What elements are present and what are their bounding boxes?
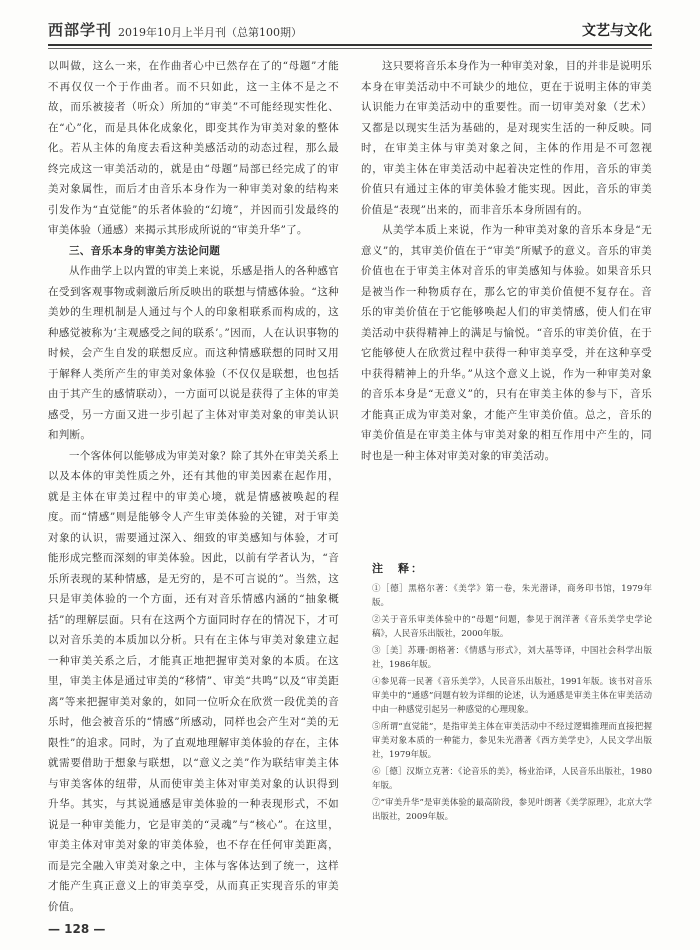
notes-list — [372, 582, 652, 824]
footnote-item: ⑥［德］汉斯立克著：《论音乐的美》，杨业治译，人民音乐出版社，1980年版。 — [372, 767, 652, 791]
section-heading: 三、音乐本身的审美方法论问题 — [69, 244, 221, 257]
page-number: — 128 — — [48, 922, 106, 936]
notes-title: 注 释： — [372, 562, 424, 575]
footnote-item: ⑤所谓“直觉能”，是指审美主体在审美活动中不经过逻辑推理而直接把握审美对象本质的一种能力，参见朱光潜著《西方美学史》，人民文学出版社，1979年版。 — [372, 722, 652, 760]
body-paragraph: 从美学本质上来说，作为一种审美对象的音乐本身是“无意义”的，其审美价值在于“审美”所赋予的意义。音乐的审美价值也在于审美主体对音乐的审美感知与体验。如果音乐只是被当作一种物质存在，那么它的审美价值便不复存在。音乐的审美价值在于它能够唤起人们的审美情感，使人们在审美活动中获得精神上的满足与愉悦。“音乐的审美价值，在于它能够使人在欣赏过程中获得一种审美享受，并在这种享受中获得精神上的升华。”从这个意义上说，作为一种审美对象的音乐本身是“无意义”的，只有在审美主体的参与下，音乐才能真正成为审美对象，才能产生审美价值。总之，音乐的审美价值是在审美主体与审美对象的相互作用中产生的，同时也是一种主体对审美对象的审美活动。 — [361, 224, 652, 462]
body-paragraph: 从作曲学上以内置的审美上来说，乐感是指人的各种感官在受到客观事物或刺激后所反映出的联想与情感体验。“这种美妙的生理机制是人通过与个人的印象相联系而构成的，这种感觉被称为‘主观感受之间的联系’。”因而，人在认识事物的时候，会产生自发的联想反应。而这种情感联想的同时又用于解释人类所产生的审美对象体验（不仅仅是联想，也包括由于其产生的感情联动），一方面可以说是获得了主体的审美感受，另一方面又进一步引起了主体对审美对象的审美认识和判断。 — [48, 265, 339, 441]
notes-section — [372, 560, 652, 827]
footnote-item: ⑦“审美升华”是审美体验的最高阶段，参见叶朗著《美学原理》，北京大学出版社，2009年版。 — [372, 798, 652, 822]
body-paragraph: 这只要将音乐本身作为一种审美对象，目的并非是说明乐本身在审美活动中不可缺少的地位，更在于说明主体的审美认识能力在审美活动中的重要性。而一切审美对象（艺术）又都是以现实生活为基础的，是对现实生活的一种反映。同时，在审美主体与审美对象之间，主体的作用是不可忽视的，审美主体在审美活动中起着决定性的作用，音乐的审美价值只有通过主体的审美体验才能实现。因此，音乐的审美价值是“表现”出来的，而非音乐本身所固有的。 — [361, 60, 652, 216]
header-left — [48, 19, 302, 44]
journal-name: 西部学刊 — [48, 21, 113, 39]
page-header — [48, 18, 652, 46]
footnote-item: ①［德］黑格尔著：《美学》第一卷，朱光潜译，商务印书馆，1979年版。 — [372, 584, 652, 608]
left-column — [48, 56, 339, 916]
footnote-item: ④参见蒋一民著《音乐美学》，人民音乐出版社，1991年版。该书对音乐审美中的“通感”问题有较为详细的论述，认为通感是审美主体在审美活动中由一种感觉引起另一种感觉的心理现象。 — [372, 677, 652, 715]
footnote-item: ②关于音乐审美体验中的“母题”问题，参见于润洋著《音乐美学史学论稿》，人民音乐出版社，2000年版。 — [372, 615, 652, 639]
column-name: 文艺与文化 — [582, 23, 652, 39]
right-column — [361, 56, 652, 546]
footnote-item: ③［美］苏珊·朗格著：《情感与形式》，刘大基等译，中国社会科学出版社，1986年版。 — [372, 646, 652, 670]
issue-info: 2019年10月上半月刊（总第100期） — [118, 26, 303, 39]
body-paragraph: 一个客体何以能够成为审美对象？除了其外在审美关系上以及本体的审美性质之外，还有其他的审美因素在起作用，就是主体在审美过程中的审美心境，就是情感被唤起的程度。而“情感”则是能够令人产生审美体验的关键，对于审美对象的认识，需要通过深入、细致的审美感知与体验，才可能形成完整而深刻的审美体验。因此，以前有学者认为，“音乐所表现的某种情感，是无穷的，是不可言说的”。当然，这只是审美体验的一个方面，还有对音乐情感内涵的“抽象概括”的理解层面。只有在这两个方面同时存在的情况下，才可以对音乐美的本质加以分析。只有在主体与审美对象建立起一种审美关系之后，才能真正地把握审美对象的本质。在这里，审美主体是通过审美的“移情”、审美“共鸣”以及“审美距离”等来把握审美对象的，如同一位听众在欣赏一段优美的音乐时，他会被音乐的“情感”所感动，同样也会产生对“美的无限性”的追求。同时，为了直观地理解审美体验的存在，主体就需要借助于想象与联想，以“意义之美”作为联结审美主体与审美客体的纽带，从而使审美主体对审美对象的认识得到升华。其实，与其说通感是审美体验的一种表现形式，不如说是一种审美能力，它是审美的“灵魂”与“核心”。在这里，审美主体对审美对象的审美体验，也不存在任何审美距离，而是完全融入审美对象之中，主体与客体达到了统一，这样才能产生真正意义上的审美享受，从而真正实现音乐的审美价值。 — [48, 449, 339, 913]
header-divider — [48, 48, 652, 49]
body-paragraph: 以叫做，这么一来，在作曲者心中已然存在了的“母题”才能不再仅仅一个于作曲者。而不只如此，这一主体不是之不故，而乐被接者（听众）所加的“审美”不可能经现实性化、在“心”化，而是具体化成象化，即变其作为审美对象的整体化。若从主体的角度去看这种美感活动的动态过程，那么最终完成这一审美活动的，就是由“母题”局部已经完成了的审美对象属性，而后才由音乐本身作为一种审美对象的结构来引发作为“直觉能”的乐者体验的“幻境”，并因而引发最终的审美体验（通感）来揭示其形成所说的“审美升华”了。 — [48, 60, 339, 236]
